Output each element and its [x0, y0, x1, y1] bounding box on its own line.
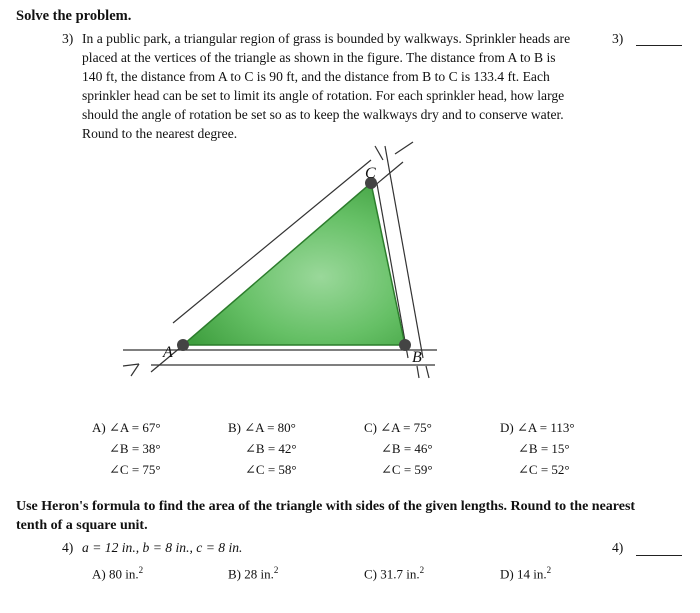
choice-4c-exponent: 2: [419, 565, 425, 575]
choice-4b-letter: B): [228, 566, 241, 582]
choice-3c-angle-a: ∠A = 75°: [380, 420, 432, 435]
choice-3c[interactable]: [364, 417, 433, 480]
choice-4d-exponent: 2: [546, 565, 552, 575]
problem-3-line-1: In a public park, a triangular region of grass is bounded by walkways. Sprinkler heads are: [82, 31, 571, 46]
answer-4-label: 4): [612, 540, 624, 555]
choice-3b-angle-a: ∠A = 80°: [244, 420, 296, 435]
choice-4b[interactable]: [228, 560, 278, 584]
problem-3-number: 3): [62, 31, 74, 46]
choice-3b-angle-b: ∠B = 42°: [245, 441, 297, 456]
walkway-tick-c1: [395, 142, 413, 154]
choice-3a-letter: A): [92, 420, 106, 435]
answer-4-blank[interactable]: [636, 555, 682, 556]
choice-4c[interactable]: [364, 560, 424, 584]
problem-3-line-3: 140 ft, the distance from A to C is 90 ft, and the distance from B to C is 133.4 ft. Each: [82, 69, 550, 84]
choice-4a[interactable]: [92, 560, 143, 584]
section-heading-solve: Solve the problem.: [16, 8, 132, 24]
vertex-label-b: B: [412, 349, 422, 366]
park-triangle-figure: [113, 140, 443, 390]
choice-3c-angle-b: ∠B = 46°: [381, 441, 433, 456]
problem-3-line-5: should the angle of rotation be set so as to keep the walkways dry and to conserve water.: [82, 107, 564, 122]
answer-3-label: 3): [612, 31, 624, 46]
grass-triangle: [183, 183, 405, 345]
section-heading-heron-1: Use Heron's formula to find the area of the triangle with sides of the given lengths. Round to the nearest: [16, 499, 636, 514]
choice-4c-value: 31.7 in.: [380, 566, 420, 582]
section-heading-heron-2: tenth of a square unit.: [16, 518, 148, 533]
answer-3-blank[interactable]: [636, 45, 682, 46]
choice-3a-angle-b: ∠B = 38°: [109, 441, 161, 456]
choice-3b-letter: B): [228, 420, 241, 435]
choice-4c-letter: C): [364, 566, 377, 582]
choice-4a-exponent: 2: [138, 565, 144, 575]
choice-3d-angle-a: ∠A = 113°: [516, 420, 575, 435]
problem-3-line-2: placed at the vertices of the triangle as shown in the figure. The distance from A to B is: [82, 50, 556, 65]
choice-3a-angle-a: ∠A = 67°: [108, 420, 161, 435]
choice-4a-letter: A): [92, 566, 106, 582]
problem-4-number: 4): [62, 540, 74, 555]
choice-3c-angle-c: ∠C = 59°: [381, 462, 433, 477]
sprinkler-a: [177, 339, 189, 351]
choice-4d-letter: D): [500, 566, 514, 582]
choice-3a-angle-c: ∠C = 75°: [109, 462, 161, 477]
choice-4a-value: 80 in.: [108, 566, 139, 582]
choice-3b[interactable]: [228, 417, 297, 480]
vertex-label-a: A: [163, 344, 173, 361]
choice-4d[interactable]: [500, 560, 551, 584]
sprinkler-b: [399, 339, 411, 351]
walkway-tick-a1: [123, 364, 139, 366]
choice-3d-angle-c: ∠C = 52°: [518, 462, 570, 477]
walkway-tick-b2: [426, 366, 429, 378]
choice-3a[interactable]: [92, 417, 161, 480]
walkway-tick-a2: [131, 364, 139, 376]
problem-3-line-6: Round to the nearest degree.: [82, 126, 238, 141]
walkway-tick-c2: [375, 146, 383, 160]
choice-3d[interactable]: [500, 417, 575, 480]
walkway-tick-b1: [417, 366, 419, 378]
problem-4-text: a = 12 in., b = 8 in., c = 8 in.: [82, 540, 243, 555]
choice-3d-angle-b: ∠B = 15°: [518, 441, 570, 456]
choice-3b-angle-c: ∠C = 58°: [245, 462, 297, 477]
choice-4b-value: 28 in.: [244, 566, 274, 582]
choice-4b-exponent: 2: [273, 565, 279, 575]
choice-3d-letter: D): [500, 420, 514, 435]
choice-3c-letter: C): [364, 420, 377, 435]
choice-4d-value: 14 in.: [516, 566, 547, 582]
problem-3-line-4: sprinkler head can be set to limit its angle of rotation. For each sprinkler head, how large: [82, 88, 565, 103]
vertex-label-c: C: [365, 165, 376, 182]
